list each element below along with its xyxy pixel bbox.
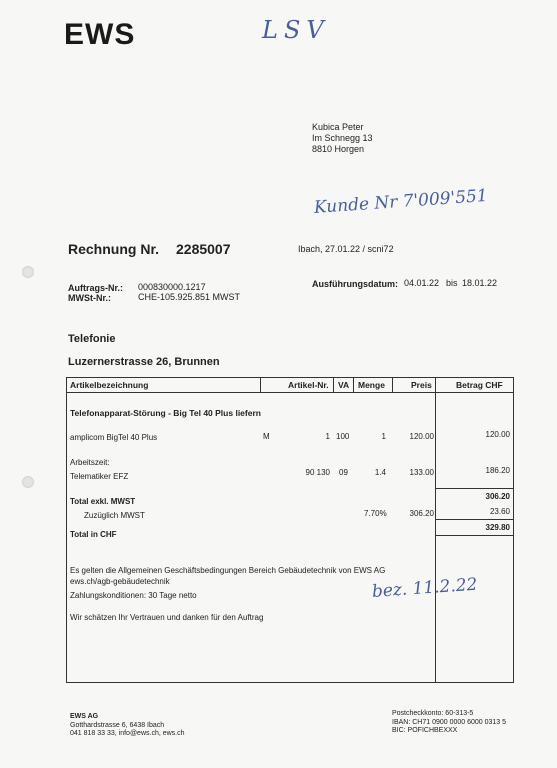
agb-link[interactable]: ews.ch/agb-gebäudetechnik: [70, 577, 170, 586]
group-title: Telefonapparat-Störung - Big Tel 40 Plus liefern: [70, 408, 261, 418]
footer-bank-block: [392, 710, 506, 736]
row2-preis: 133.00: [409, 468, 434, 477]
footer-postcheck: Postcheckkonto: 60-313-5: [392, 710, 474, 717]
row2-description: Telematiker EFZ: [70, 472, 129, 481]
header-artikel: Artikelbezeichnung: [70, 380, 149, 390]
row2-menge: 1.4: [374, 468, 386, 477]
ausfuehrung-from: 04.01.22: [404, 278, 440, 288]
total-line-top: [436, 519, 514, 520]
mwst-number-label: MWSt-Nr.:: [68, 293, 111, 303]
auftrags-label: Auftrags-Nr.:: [68, 283, 124, 293]
row2-artikel-nr: 90 130: [305, 468, 330, 477]
col-divider-betrag: [435, 377, 436, 683]
zahlungskonditionen: Zahlungskonditionen: 30 Tage netto: [70, 591, 197, 600]
handwritten-customer-number: Kunde Nr 7'009'551: [313, 185, 489, 218]
table-header-divider: [66, 392, 514, 393]
header-preis: Preis: [411, 380, 432, 390]
ausfuehrung-label: Ausführungsdatum:: [312, 279, 398, 289]
arbeitszeit-label: Arbeitszeit:: [70, 458, 110, 467]
total-exkl-value: 306.20: [485, 492, 510, 501]
col-divider-nr: [260, 377, 261, 393]
recipient-street: Im Schnegg 13: [312, 133, 373, 143]
ausfuehrung-to: 18.01.22: [462, 278, 498, 288]
row1-description: amplicom BigTel 40 Plus: [70, 433, 158, 442]
total-chf-label: Total in CHF: [70, 530, 117, 539]
row1-va: 100: [336, 432, 350, 441]
handwritten-note-top: LSV: [262, 16, 330, 44]
mwst-base: 306.20: [409, 509, 434, 518]
total-chf-value: 329.80: [485, 523, 510, 532]
subtotal-line: [436, 488, 514, 489]
footer-company-block: [70, 713, 185, 739]
header-artikel-nr: Artikel-Nr.: [288, 380, 329, 390]
total-exkl-label: Total exkl. MWST: [70, 497, 136, 506]
col-divider-menge: [353, 377, 354, 393]
recipient-address: [312, 122, 373, 155]
header-betrag: Betrag CHF: [456, 380, 503, 390]
row1-artikel-nr: 1: [325, 432, 330, 441]
auftrags-value: 000830000.1217: [138, 282, 206, 292]
footer-company: EWS AG: [70, 713, 99, 720]
col-divider-preis: [392, 377, 393, 393]
footer-bic: BIC: POFICHBEXXX: [392, 727, 458, 734]
row1-preis: 120.00: [409, 432, 434, 441]
punch-hole-top: [22, 266, 34, 278]
row1-betrag: 120.00: [485, 430, 510, 439]
section-location: Luzernerstrasse 26, Brunnen: [68, 356, 220, 368]
total-line-bottom: [436, 535, 514, 536]
footer-address: Gotthardstrasse 6, 6438 Ibach: [70, 721, 165, 729]
handwritten-paid-note: bez. 11.2.22: [371, 574, 479, 602]
ews-logo: EWS: [64, 18, 136, 51]
mwst-rate: 7.70%: [364, 509, 387, 518]
mwst-label: Zuzüglich MWST: [84, 511, 145, 520]
mwst-value: 23.60: [489, 507, 510, 516]
row2-betrag: 186.20: [485, 466, 510, 475]
row1-menge: 1: [381, 432, 386, 441]
col-divider-va: [333, 377, 334, 393]
recipient-city: 8810 Horgen: [312, 144, 365, 154]
footer-iban: IBAN: CH71 0900 0000 6000 0313 5: [392, 718, 507, 726]
invoice-place-date: Ibach, 27.01.22 / scni72: [298, 244, 394, 254]
recipient-name: Kubica Peter: [312, 122, 364, 132]
punch-hole-bottom: [22, 476, 34, 488]
dank-text: Wir schätzen Ihr Vertrauen und danken für den Auftrag: [70, 613, 264, 622]
header-va: VA: [338, 380, 350, 390]
invoice-number: 2285007: [176, 241, 231, 257]
ausfuehrung-bis: bis: [446, 278, 458, 288]
invoice-title: Rechnung Nr.: [68, 241, 160, 257]
section-title: Telefonie: [68, 333, 116, 345]
header-menge: Menge: [358, 380, 385, 390]
row2-va: 09: [339, 468, 348, 477]
row1-unit: M: [263, 432, 270, 441]
mwst-number-value: CHE-105.925.851 MWST: [138, 292, 241, 302]
footer-contact: 041 818 33 33, info@ews.ch, ews.ch: [70, 730, 185, 737]
agb-text: Es gelten die Allgemeinen Geschäftsbedingungen Bereich Gebäudetechnik von EWS AG: [70, 566, 386, 575]
